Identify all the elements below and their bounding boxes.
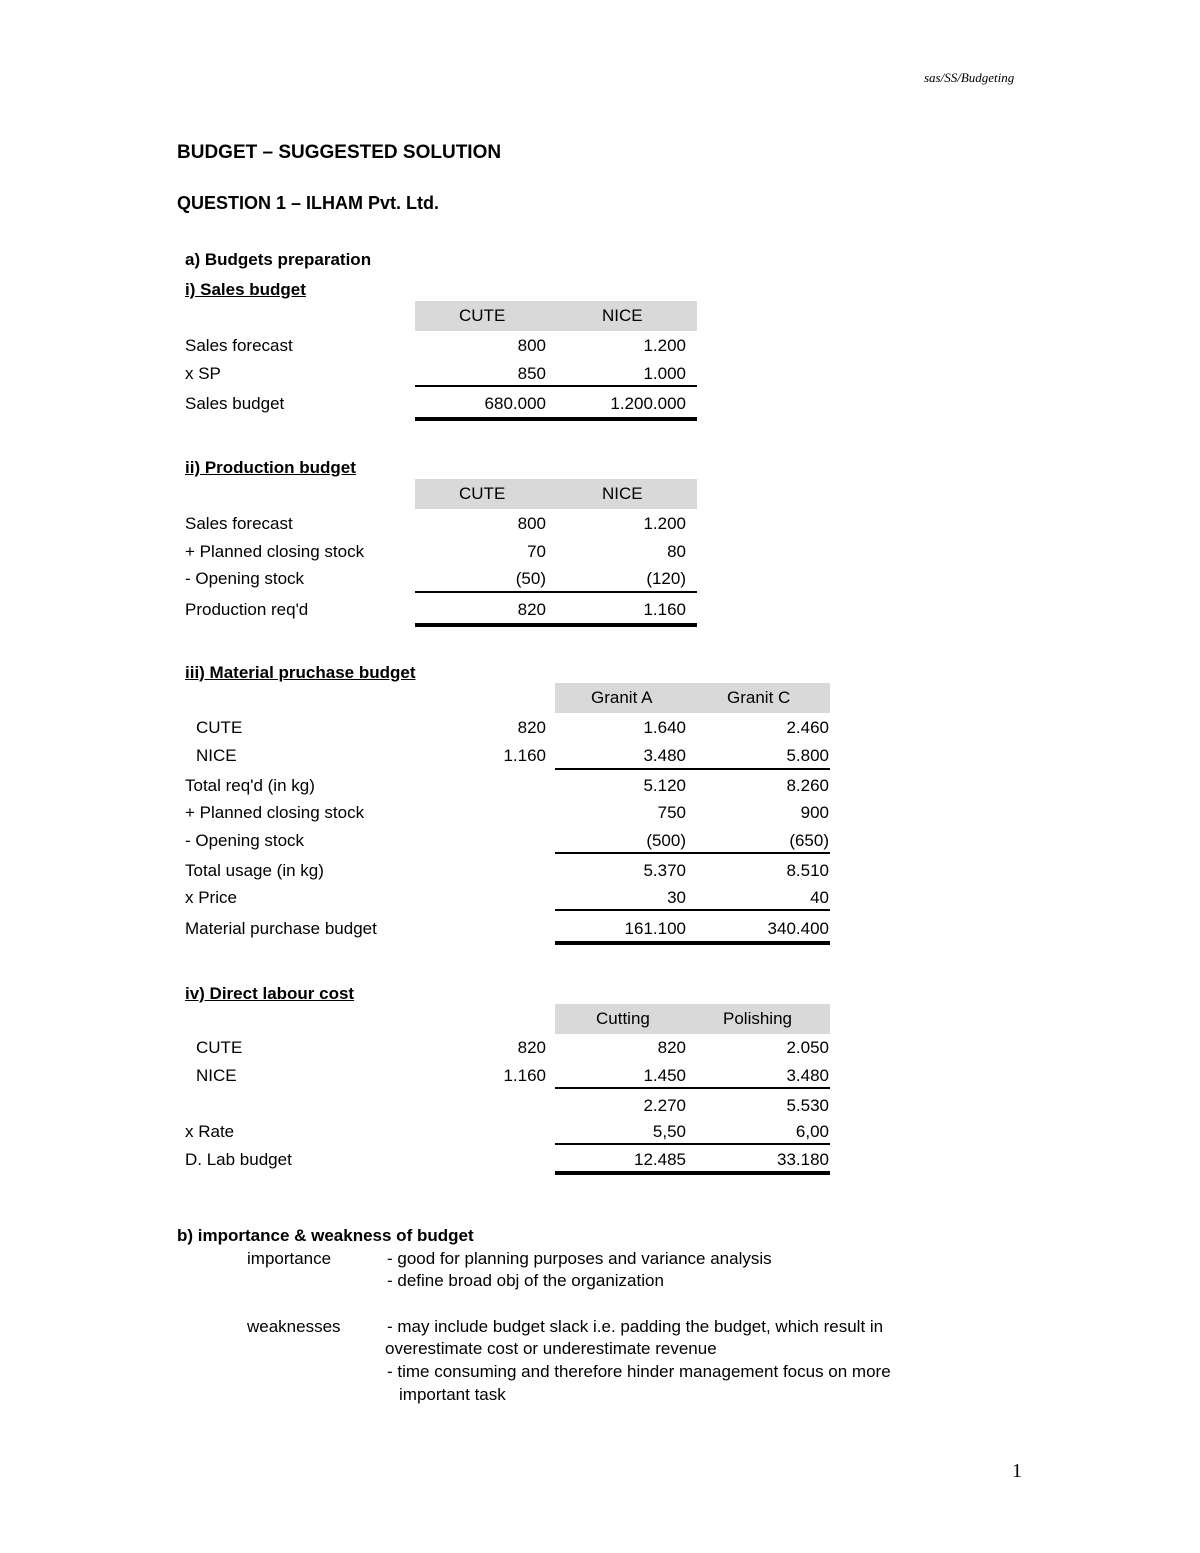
cell-value: 800 (517, 514, 546, 533)
units-value: 1.160 (503, 1066, 546, 1085)
material-col-granit-a: Granit A (591, 688, 653, 707)
row-label: Sales budget (185, 394, 285, 413)
weakness-point: overestimate cost or underestimate revenue (385, 1339, 717, 1358)
labour-col-cutting: Cutting (596, 1009, 650, 1028)
weakness-point: - may include budget slack i.e. padding the budget, which result in (387, 1317, 884, 1336)
material-budget-heading: iii) Material pruchase budget (185, 663, 416, 682)
cell-value: 1.200 (643, 514, 686, 533)
cell-value: (650) (789, 831, 829, 850)
cell-value: 2.460 (786, 718, 829, 737)
cell-value: (500) (646, 831, 686, 850)
units-value: 820 (517, 718, 546, 737)
cell-value: 820 (517, 600, 546, 619)
row-label: D. Lab budget (185, 1150, 292, 1169)
row-label: - Opening stock (185, 831, 305, 850)
row-label: CUTE (196, 718, 243, 737)
cell-value: 680.000 (484, 394, 546, 413)
cell-value: 800 (517, 336, 546, 355)
cell-value: 80 (667, 542, 686, 561)
cell-value: 1.640 (643, 718, 686, 737)
cell-value: 1.200.000 (610, 394, 686, 413)
cell-value: 1.200 (643, 336, 686, 355)
cell-value: 850 (517, 364, 546, 383)
production-col-nice: NICE (602, 484, 643, 503)
cell-value: 5.530 (786, 1096, 829, 1115)
cell-value: 1.000 (643, 364, 686, 383)
cell-value: 8.510 (786, 861, 829, 880)
row-label: + Planned closing stock (185, 803, 365, 822)
importance-point: - good for planning purposes and variance analysis (387, 1249, 772, 1268)
material-col-granit-c: Granit C (727, 688, 791, 707)
double-underline (555, 941, 830, 945)
units-value: 1.160 (503, 746, 546, 765)
cell-value: (120) (646, 569, 686, 588)
row-label: Production req'd (185, 600, 309, 619)
cell-value: 40 (810, 888, 829, 907)
material-col-header (555, 683, 830, 713)
cell-value: 33.180 (777, 1150, 829, 1169)
cell-value: 820 (657, 1038, 686, 1057)
sales-col-cute: CUTE (459, 306, 506, 325)
part-b-heading: b) importance & weakness of budget (177, 1226, 474, 1245)
cell-value: 750 (657, 803, 686, 822)
row-label: + Planned closing stock (185, 542, 365, 561)
underline (555, 909, 830, 911)
page-number: 1 (1012, 1460, 1022, 1482)
cell-value: 5.800 (786, 746, 829, 765)
cell-value: 2.270 (643, 1096, 686, 1115)
cell-value: 1.160 (643, 600, 686, 619)
cell-value: 340.400 (767, 919, 829, 938)
row-label: Material purchase budget (185, 919, 377, 938)
double-underline (415, 623, 697, 627)
cell-value: 161.100 (624, 919, 686, 938)
row-label: Total req'd (in kg) (185, 776, 315, 795)
row-label: Sales forecast (185, 514, 293, 533)
underline (415, 591, 697, 593)
page-title: BUDGET – SUGGESTED SOLUTION (177, 142, 502, 163)
sales-budget-heading: i) Sales budget (185, 280, 306, 299)
importance-point: - define broad obj of the organization (387, 1271, 664, 1290)
row-label: Total usage (in kg) (185, 861, 324, 880)
cell-value: 5.370 (643, 861, 686, 880)
row-label: Sales forecast (185, 336, 293, 355)
weakness-point: - time consuming and therefore hinder management focus on more (387, 1362, 891, 1381)
importance-label: importance (247, 1249, 332, 1268)
cell-value: 6,00 (795, 1122, 829, 1141)
weaknesses-label: weaknesses (247, 1317, 341, 1336)
cell-value: 70 (527, 542, 546, 561)
row-label: x Rate (185, 1122, 235, 1141)
question-title: QUESTION 1 – ILHAM Pvt. Ltd. (177, 193, 440, 213)
labour-col-header (555, 1004, 830, 1034)
sales-col-nice: NICE (602, 306, 643, 325)
row-label: x SP (185, 364, 221, 383)
row-label: NICE (196, 746, 237, 765)
cell-value: 5,50 (652, 1122, 686, 1141)
underline (415, 385, 697, 387)
cell-value: 12.485 (634, 1150, 686, 1169)
weakness-point: important task (399, 1385, 506, 1404)
cell-value: 3.480 (786, 1066, 829, 1085)
underline (555, 1087, 830, 1089)
double-underline (415, 417, 697, 421)
cell-value: 30 (667, 888, 686, 907)
cell-value: 900 (800, 803, 829, 822)
production-budget-heading: ii) Production budget (185, 458, 356, 477)
cell-value: 8.260 (786, 776, 829, 795)
header-note: sas/SS/Budgeting (924, 70, 1015, 85)
cell-value: 5.120 (643, 776, 686, 795)
part-a-heading: a) Budgets preparation (185, 250, 372, 269)
sales-col-header (415, 301, 697, 331)
underline (555, 852, 830, 854)
cell-value: 1.450 (643, 1066, 686, 1085)
cell-value: 3.480 (643, 746, 686, 765)
labour-col-polishing: Polishing (723, 1009, 792, 1028)
cell-value: 2.050 (786, 1038, 829, 1057)
units-value: 820 (517, 1038, 546, 1057)
labour-cost-heading: iv) Direct labour cost (185, 984, 355, 1003)
cell-value: (50) (515, 569, 546, 588)
underline (555, 768, 830, 770)
production-col-cute: CUTE (459, 484, 506, 503)
double-underline (555, 1171, 830, 1175)
row-label: x Price (185, 888, 237, 907)
row-label: - Opening stock (185, 569, 305, 588)
row-label: NICE (196, 1066, 237, 1085)
production-col-header (415, 479, 697, 509)
underline (555, 1143, 830, 1145)
row-label: CUTE (196, 1038, 243, 1057)
